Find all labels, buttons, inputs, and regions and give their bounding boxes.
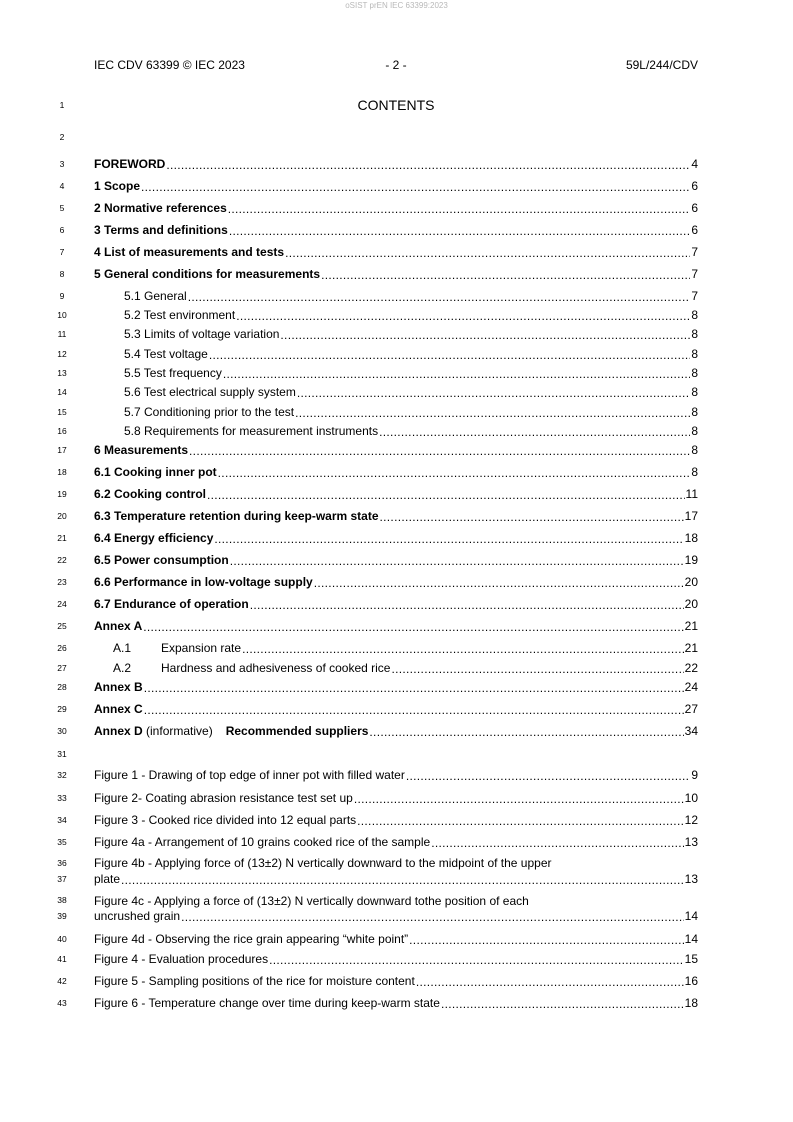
line-number: 40 xyxy=(57,934,67,944)
toc-entry-6-6[interactable] xyxy=(94,572,698,592)
dot-leader xyxy=(229,224,691,236)
dot-leader xyxy=(228,202,691,214)
toc-row xyxy=(0,344,793,364)
figure-entry-label: Figure 4d - Observing the rice grain appearing “white point” xyxy=(94,932,409,946)
figure-entry-label: Figure 4a - Arrangement of 10 grains cooked rice of the sample xyxy=(94,835,431,849)
toc-row xyxy=(0,242,793,262)
figure-page-number: 10 xyxy=(684,791,698,805)
line-number: 18 xyxy=(57,467,67,477)
toc-entry-foreword[interactable] xyxy=(94,154,698,174)
toc-page-number: 4 xyxy=(691,157,698,171)
toc-row xyxy=(0,421,793,441)
toc-page-number: 8 xyxy=(691,443,698,457)
toc-page-number: 21 xyxy=(684,619,698,633)
figure-entry-6[interactable] xyxy=(94,993,698,1013)
dot-leader xyxy=(321,268,690,280)
toc-page-number: 6 xyxy=(691,223,698,237)
toc-entry-6-5[interactable] xyxy=(94,550,698,570)
line-number: 13 xyxy=(57,368,67,378)
toc-entry-annex-d[interactable] xyxy=(94,721,698,741)
figure-entry-label: Figure 4 - Evaluation procedures xyxy=(94,952,269,966)
line-number: 20 xyxy=(57,511,67,521)
line-number: 30 xyxy=(57,726,67,736)
figure-entry-2[interactable] xyxy=(94,788,698,808)
dot-leader xyxy=(380,510,684,522)
line-number: 16 xyxy=(57,426,67,436)
figure-entry-4d[interactable] xyxy=(94,929,698,949)
toc-row xyxy=(0,286,793,306)
line-number: 3 xyxy=(59,159,65,169)
toc-entry-5-2[interactable] xyxy=(124,305,698,325)
figure-page-number: 13 xyxy=(684,872,698,886)
dot-leader xyxy=(441,997,684,1009)
toc-row xyxy=(0,658,793,678)
toc-entry-label: 1 Scope xyxy=(94,179,141,193)
toc-page-number: 8 xyxy=(691,366,698,380)
figure-page-number: 18 xyxy=(684,996,698,1010)
line-number: 19 xyxy=(57,489,67,499)
figure-row xyxy=(0,810,793,830)
figure-row xyxy=(0,906,793,926)
line-number: 34 xyxy=(57,815,67,825)
toc-row xyxy=(0,484,793,504)
figure-entry-label: Figure 5 - Sampling positions of the rice for moisture content xyxy=(94,974,415,988)
toc-entry-6-2[interactable] xyxy=(94,484,698,504)
toc-page-number: 24 xyxy=(684,680,698,694)
dot-leader xyxy=(269,953,684,965)
figure-entry-label: Figure 1 - Drawing of top edge of inner pot with filled water xyxy=(94,768,405,782)
dot-leader xyxy=(285,246,690,258)
dot-leader xyxy=(188,290,691,302)
toc-row xyxy=(0,264,793,284)
toc-page-number: 7 xyxy=(691,245,698,259)
toc-row xyxy=(0,382,793,402)
toc-entry-label: 5.4 Test voltage xyxy=(124,347,208,361)
toc-entry-label: 5.2 Test environment xyxy=(124,308,236,322)
dot-leader xyxy=(144,681,684,693)
dot-leader xyxy=(369,725,683,737)
toc-entry-5-6[interactable] xyxy=(124,382,698,402)
dot-leader xyxy=(297,386,690,398)
figure-page-number: 9 xyxy=(691,768,698,782)
toc-entry-6-7[interactable] xyxy=(94,594,698,614)
figure-entry-1[interactable] xyxy=(94,765,698,785)
toc-entry-5-1[interactable] xyxy=(124,286,698,306)
toc-page-number: 8 xyxy=(691,405,698,419)
toc-entry-label: Annex B xyxy=(94,680,143,694)
toc-page-number: 22 xyxy=(684,661,698,675)
toc-entry-label: 4 List of measurements and tests xyxy=(94,245,285,259)
toc-page-number: 20 xyxy=(684,597,698,611)
toc-row xyxy=(0,462,793,482)
dot-leader xyxy=(431,836,683,848)
toc-entry-label: 6.5 Power consumption xyxy=(94,553,229,567)
toc-entry-label: 5.7 Conditioning prior to the test xyxy=(124,405,295,419)
figure-row xyxy=(0,993,793,1013)
toc-entry-label: 6 Measurements xyxy=(94,443,189,457)
line-number: 38 xyxy=(57,895,67,905)
toc-page-number: 19 xyxy=(684,553,698,567)
line-number: 42 xyxy=(57,976,67,986)
figure-entry-label: Figure 3 - Cooked rice divided into 12 equal parts xyxy=(94,813,357,827)
toc-entry-label: 6.3 Temperature retention during keep-warm state xyxy=(94,509,379,523)
toc-page-number: 27 xyxy=(684,702,698,716)
toc-row xyxy=(0,721,793,741)
line-number: 27 xyxy=(57,663,67,673)
toc-entry-measurements[interactable] xyxy=(94,440,698,460)
toc-row xyxy=(0,572,793,592)
toc-page-number: 7 xyxy=(691,289,698,303)
toc-entry-label: 6.6 Performance in low-voltage supply xyxy=(94,575,313,589)
toc-entry-terms[interactable] xyxy=(94,220,698,240)
line-number: 4 xyxy=(59,181,65,191)
line-number: 2 xyxy=(59,132,65,142)
line-number: 7 xyxy=(59,247,65,257)
toc-page-number: 8 xyxy=(691,327,698,341)
toc-row xyxy=(0,198,793,218)
toc-entry-label: 6.1 Cooking inner pot xyxy=(94,465,217,479)
toc-entry-label: 6.7 Endurance of operation xyxy=(94,597,249,611)
dot-leader xyxy=(209,348,690,360)
dot-leader xyxy=(166,158,690,170)
line-number: 29 xyxy=(57,704,67,714)
toc-entry-label: Expansion rate xyxy=(161,641,242,655)
figure-entry-label: plate xyxy=(94,872,121,886)
toc-entry-label: 6.2 Cooking control xyxy=(94,487,207,501)
toc-row xyxy=(0,440,793,460)
toc-page-number: 17 xyxy=(684,509,698,523)
figure-entry-label: Figure 6 - Temperature change over time during keep-warm state xyxy=(94,996,440,1010)
toc-page-number: 20 xyxy=(684,575,698,589)
figure-entry-4a[interactable] xyxy=(94,832,698,852)
page-header xyxy=(94,57,698,73)
toc-entry-scope[interactable] xyxy=(94,176,698,196)
toc-entry-subtitle: Recommended suppliers xyxy=(225,724,369,738)
figure-entry-5[interactable] xyxy=(94,971,698,991)
toc-page-number: 18 xyxy=(684,531,698,545)
toc-row xyxy=(0,638,793,658)
line-number: 10 xyxy=(57,310,67,320)
line-number: 36 xyxy=(57,858,67,868)
toc-entry-annex-b[interactable] xyxy=(94,677,698,697)
dot-leader xyxy=(144,703,684,715)
toc-entry-label: 5.8 Requirements for measurement instruments xyxy=(124,424,379,438)
dot-leader xyxy=(189,444,690,456)
toc-entry-label: 5.5 Test frequency xyxy=(124,366,222,380)
figure-entry-4c-line1[interactable]: Figure 4c - Applying a force of (13±2) N vertically downward tothe position of each xyxy=(94,894,529,908)
line-number: 1 xyxy=(59,100,65,110)
toc-row xyxy=(0,550,793,570)
toc-row xyxy=(0,176,793,196)
line-number: 5 xyxy=(59,203,65,213)
dot-leader xyxy=(314,576,684,588)
header-reference: 59L/244/CDV xyxy=(625,58,698,72)
toc-entry-5-5[interactable] xyxy=(124,363,698,383)
dot-leader xyxy=(250,598,684,610)
dot-leader xyxy=(181,910,684,922)
figure-row xyxy=(0,869,793,889)
dot-leader xyxy=(295,406,690,418)
toc-row xyxy=(0,402,793,422)
figure-page-number: 16 xyxy=(684,974,698,988)
toc-row xyxy=(0,154,793,174)
figure-page-number: 14 xyxy=(684,932,698,946)
blank-row xyxy=(0,127,793,147)
toc-row xyxy=(0,220,793,240)
toc-row xyxy=(0,324,793,344)
toc-page-number: 8 xyxy=(691,347,698,361)
dot-leader xyxy=(391,662,683,674)
line-number: 9 xyxy=(59,291,65,301)
toc-entry-number: A.1 xyxy=(113,641,132,655)
header-page-number: - 2 - xyxy=(385,58,407,72)
toc-entry-label: Annex D xyxy=(94,724,143,738)
line-number: 8 xyxy=(59,269,65,279)
dot-leader xyxy=(230,554,684,566)
toc-page-number: 6 xyxy=(691,201,698,215)
toc-row xyxy=(0,506,793,526)
toc-entry-number: A.2 xyxy=(113,661,132,675)
figure-row xyxy=(0,788,793,808)
title-row xyxy=(0,95,793,115)
line-number: 21 xyxy=(57,533,67,543)
toc-page-number: 34 xyxy=(684,724,698,738)
toc-page-number: 8 xyxy=(691,308,698,322)
toc-entry-annex-c[interactable] xyxy=(94,699,698,719)
dot-leader xyxy=(141,180,690,192)
line-number: 14 xyxy=(57,387,67,397)
toc-entry-label: 5 General conditions for measurements xyxy=(94,267,321,281)
toc-page-number: 8 xyxy=(691,385,698,399)
toc-entry-5-7[interactable] xyxy=(124,402,698,422)
toc-row xyxy=(0,699,793,719)
dot-leader xyxy=(121,873,684,885)
line-number: 6 xyxy=(59,225,65,235)
figure-page-number: 15 xyxy=(684,952,698,966)
toc-row xyxy=(0,528,793,548)
dot-leader xyxy=(236,309,690,321)
toc-row xyxy=(0,594,793,614)
toc-entry-5-8[interactable] xyxy=(124,421,698,441)
line-number: 12 xyxy=(57,349,67,359)
line-number: 39 xyxy=(57,911,67,921)
dot-leader xyxy=(416,975,684,987)
toc-row xyxy=(0,677,793,697)
dot-leader xyxy=(242,642,684,654)
toc-entry-annex-a[interactable] xyxy=(94,616,698,636)
line-number: 23 xyxy=(57,577,67,587)
dot-leader xyxy=(357,814,683,826)
line-number: 35 xyxy=(57,837,67,847)
figure-row xyxy=(0,765,793,785)
line-number: 32 xyxy=(57,770,67,780)
toc-entry-5-4[interactable] xyxy=(124,344,698,364)
line-number: 28 xyxy=(57,682,67,692)
toc-entry-6-4[interactable] xyxy=(94,528,698,548)
blank-row xyxy=(0,744,793,764)
toc-page-number: 21 xyxy=(684,641,698,655)
figure-row xyxy=(0,949,793,969)
line-number: 41 xyxy=(57,954,67,964)
figure-entry-4b-line1[interactable]: Figure 4b - Applying force of (13±2) N vertically downward to the midpoint of the upper xyxy=(94,856,552,870)
toc-entry-a-2[interactable] xyxy=(113,658,698,678)
dot-leader xyxy=(354,792,684,804)
toc-entry-label: Hardness and adhesiveness of cooked rice xyxy=(161,661,391,675)
line-number: 22 xyxy=(57,555,67,565)
dot-leader xyxy=(379,425,690,437)
figure-row xyxy=(0,929,793,949)
toc-entry-note: (informative) xyxy=(142,724,213,738)
toc-entry-normative-references[interactable] xyxy=(94,198,698,218)
figure-entry-4c[interactable] xyxy=(94,906,698,926)
figure-entry-label: uncrushed grain xyxy=(94,909,181,923)
dot-leader xyxy=(280,328,690,340)
watermark: oSIST prEN IEC 63399:2023 xyxy=(345,1,448,10)
toc-entry-list-of-measurements[interactable] xyxy=(94,242,698,262)
figure-page-number: 13 xyxy=(684,835,698,849)
figure-entry-3[interactable] xyxy=(94,810,698,830)
toc-page-number: 8 xyxy=(691,424,698,438)
line-number: 43 xyxy=(57,998,67,1008)
line-number: 33 xyxy=(57,793,67,803)
dot-leader xyxy=(214,532,683,544)
figure-page-number: 14 xyxy=(684,909,698,923)
toc-entry-6-3[interactable] xyxy=(94,506,698,526)
line-number: 25 xyxy=(57,621,67,631)
toc-entry-label: 6.4 Energy efficiency xyxy=(94,531,214,545)
toc-page-number: 8 xyxy=(691,465,698,479)
page-title: CONTENTS xyxy=(357,97,435,113)
toc-page-number: 11 xyxy=(685,487,698,501)
toc-entry-general-conditions[interactable] xyxy=(94,264,698,284)
toc-entry-label: 2 Normative references xyxy=(94,201,227,215)
toc-entry-label: 5.1 General xyxy=(124,289,187,303)
toc-page-number: 6 xyxy=(691,179,698,193)
figure-page-number: 12 xyxy=(684,813,698,827)
line-number: 24 xyxy=(57,599,67,609)
toc-page-number: 7 xyxy=(691,267,698,281)
toc-entry-label: 3 Terms and definitions xyxy=(94,223,228,237)
dot-leader xyxy=(207,488,685,500)
line-number: 11 xyxy=(57,329,67,339)
toc-entry-label: 5.6 Test electrical supply system xyxy=(124,385,296,399)
line-number: 17 xyxy=(57,445,67,455)
figure-entry-4b[interactable] xyxy=(94,869,698,889)
line-number: 15 xyxy=(57,407,67,417)
figure-row xyxy=(0,971,793,991)
line-number: 26 xyxy=(57,643,67,653)
toc-entry-5-3[interactable] xyxy=(124,324,698,344)
toc-entry-label: Annex C xyxy=(94,702,143,716)
line-number: 31 xyxy=(57,749,67,759)
line-number: 37 xyxy=(57,874,67,884)
dot-leader xyxy=(406,769,690,781)
figure-entry-label: Figure 2- Coating abrasion resistance test set up xyxy=(94,791,353,805)
toc-entry-6-1[interactable] xyxy=(94,462,698,482)
toc-entry-label: 5.3 Limits of voltage variation xyxy=(124,327,280,341)
toc-row xyxy=(0,616,793,636)
toc-row xyxy=(0,363,793,383)
figure-row xyxy=(0,832,793,852)
dot-leader xyxy=(409,933,683,945)
dot-leader xyxy=(218,466,691,478)
toc-entry-label: FOREWORD xyxy=(94,157,166,171)
toc-entry-label: Annex A xyxy=(94,619,143,633)
toc-entry-a-1[interactable] xyxy=(113,638,698,658)
header-document-id: IEC CDV 63399 © IEC 2023 xyxy=(94,58,245,72)
dot-leader xyxy=(143,620,683,632)
dot-leader xyxy=(223,367,690,379)
toc-row xyxy=(0,305,793,325)
figure-entry-4[interactable] xyxy=(94,949,698,969)
